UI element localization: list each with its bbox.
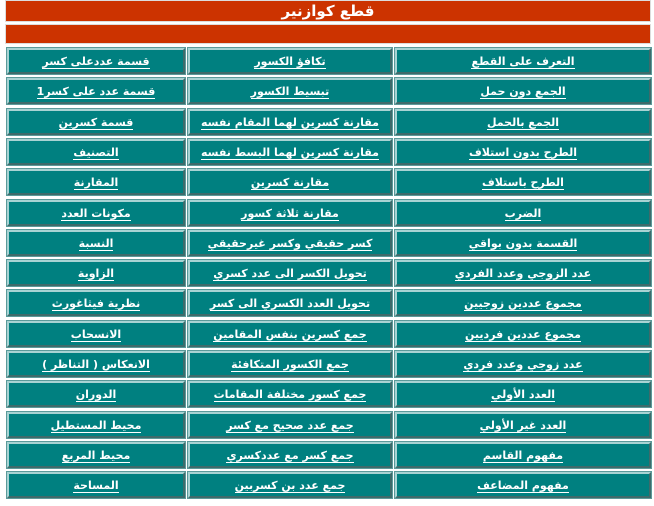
lesson-cell-right[interactable] <box>395 351 651 377</box>
lesson-link[interactable]: التعرف على القطع <box>471 55 575 68</box>
lesson-link[interactable]: جمع الكسور المتكافئة <box>231 358 349 371</box>
lesson-cell-middle[interactable] <box>188 290 392 316</box>
lesson-link[interactable]: الطرح بدون استلاف <box>469 146 577 159</box>
lesson-link[interactable]: جمع عدد صحيح مع كسر <box>226 419 354 432</box>
lesson-cell-right[interactable] <box>395 260 651 286</box>
lesson-cell-middle[interactable] <box>188 48 392 74</box>
lesson-link[interactable]: مجموع عددين زوجيين <box>464 297 582 310</box>
lesson-cell-left[interactable] <box>7 139 185 165</box>
lesson-link[interactable]: مقارنة كسرين لهما المقام نفسه <box>201 116 379 129</box>
lesson-cell-right[interactable] <box>395 139 651 165</box>
lesson-link[interactable]: نظرية فيثاغورث <box>51 297 141 310</box>
lesson-cell-middle[interactable] <box>188 200 392 226</box>
lesson-cell-middle[interactable] <box>188 169 392 195</box>
page-title: قطع كوازنير <box>5 0 651 22</box>
lesson-cell-right[interactable] <box>395 290 651 316</box>
lesson-link[interactable]: تحويل العدد الكسري الى كسر <box>209 297 371 310</box>
lesson-link[interactable]: جمع كسر مع عددكسري <box>226 449 354 462</box>
lesson-cell-middle[interactable] <box>188 78 392 104</box>
lesson-cell-right[interactable] <box>395 169 651 195</box>
lesson-link[interactable]: مفهوم القاسم <box>482 449 564 462</box>
lesson-cell-left[interactable] <box>7 200 185 226</box>
lesson-cell-left[interactable] <box>7 260 185 286</box>
lesson-link[interactable]: مقارنة كسرين لهما البسط نفسه <box>201 146 379 159</box>
lesson-link[interactable]: قسمة عددعلى كسر <box>42 55 150 68</box>
lesson-cell-right[interactable] <box>395 442 651 468</box>
lesson-cell-middle[interactable] <box>188 381 392 407</box>
lesson-link[interactable]: عدد زوجي وعدد فردي <box>463 358 583 371</box>
lesson-cell-left[interactable] <box>7 230 185 256</box>
lesson-link[interactable]: العدد غير الأولي <box>479 419 567 432</box>
lesson-cell-left[interactable] <box>7 78 185 104</box>
lesson-link[interactable]: المقارنة <box>73 176 119 189</box>
page-frame <box>3 0 651 506</box>
lesson-link[interactable]: مكونات العدد <box>61 207 131 220</box>
lesson-links-grid <box>5 46 651 506</box>
lesson-cell-middle[interactable] <box>188 260 392 286</box>
lesson-cell-left[interactable] <box>7 109 185 135</box>
lesson-cell-right[interactable] <box>395 200 651 226</box>
lesson-link[interactable]: الزاوية <box>77 267 115 280</box>
lesson-cell-left[interactable] <box>7 321 185 347</box>
lesson-cell-right[interactable] <box>395 321 651 347</box>
lesson-link[interactable]: النسبة <box>78 237 114 250</box>
lesson-link[interactable]: مقارنة ثلاثة كسور <box>241 207 339 220</box>
lesson-link[interactable]: الجمع دون حمل <box>480 85 566 98</box>
lesson-cell-right[interactable] <box>395 109 651 135</box>
lesson-link[interactable]: جمع كسور مختلفة المقامات <box>213 388 367 401</box>
lesson-link[interactable]: القسمة بدون بواقي <box>468 237 578 250</box>
lesson-cell-left[interactable] <box>7 48 185 74</box>
lesson-link[interactable]: مجموع عددين فرديين <box>465 328 581 341</box>
lesson-link[interactable]: عدد الزوجي وعدد الفردي <box>454 267 592 280</box>
lesson-link[interactable]: مقارنة كسرين <box>250 176 330 189</box>
title-divider-bar <box>5 24 651 44</box>
lesson-cell-middle[interactable] <box>188 442 392 468</box>
lesson-cell-middle[interactable] <box>188 321 392 347</box>
lesson-link[interactable]: الضرب <box>504 207 542 220</box>
lesson-link[interactable]: محيط المستطيل <box>50 419 142 432</box>
lesson-cell-left[interactable] <box>7 381 185 407</box>
lesson-cell-right[interactable] <box>395 472 651 498</box>
lesson-link[interactable]: العدد الأولي <box>491 388 555 401</box>
lesson-cell-left[interactable] <box>7 290 185 316</box>
lesson-link[interactable]: محيط المربع <box>61 449 131 462</box>
lesson-cell-left[interactable] <box>7 472 185 498</box>
lesson-link[interactable]: الانسحاب <box>70 328 122 341</box>
lesson-cell-right[interactable] <box>395 381 651 407</box>
lesson-link[interactable]: الجمع بالحمل <box>486 116 560 129</box>
lesson-link[interactable]: قسمة عدد على كسر1 <box>36 85 156 98</box>
lesson-cell-right[interactable] <box>395 78 651 104</box>
lesson-link[interactable]: الطرح باستلاف <box>482 176 564 189</box>
lesson-link[interactable]: التصنيف <box>73 146 119 159</box>
lesson-link[interactable]: مفهوم المضاعف <box>477 479 569 492</box>
lesson-link[interactable]: الدوران <box>75 388 117 401</box>
lesson-link[interactable]: تبسيط الكسور <box>250 85 330 98</box>
lesson-cell-left[interactable] <box>7 412 185 438</box>
lesson-cell-middle[interactable] <box>188 109 392 135</box>
lesson-cell-middle[interactable] <box>188 351 392 377</box>
lesson-link[interactable]: كسر حقيقي وكسر غيرحقيقي <box>207 237 373 250</box>
lesson-cell-right[interactable] <box>395 230 651 256</box>
lesson-cell-middle[interactable] <box>188 472 392 498</box>
lesson-cell-right[interactable] <box>395 412 651 438</box>
lesson-cell-middle[interactable] <box>188 412 392 438</box>
lesson-cell-middle[interactable] <box>188 139 392 165</box>
lesson-cell-middle[interactable] <box>188 230 392 256</box>
lesson-cell-right[interactable] <box>395 48 651 74</box>
lesson-cell-left[interactable] <box>7 351 185 377</box>
lesson-link[interactable]: جمع كسرين بنفس المقامين <box>213 328 367 341</box>
lesson-link[interactable]: جمع عدد بن كسربين <box>234 479 346 492</box>
lesson-link[interactable]: قسمة كسرين <box>58 116 134 129</box>
lesson-link[interactable]: المساحة <box>73 479 119 492</box>
lesson-link[interactable]: الانعكاس ( التناظر ) <box>42 358 150 371</box>
lesson-link[interactable]: تحويل الكسر الى عدد كسري <box>213 267 367 280</box>
lesson-cell-left[interactable] <box>7 169 185 195</box>
lesson-cell-left[interactable] <box>7 442 185 468</box>
lesson-link[interactable]: تكافؤ الكسور <box>254 55 326 68</box>
